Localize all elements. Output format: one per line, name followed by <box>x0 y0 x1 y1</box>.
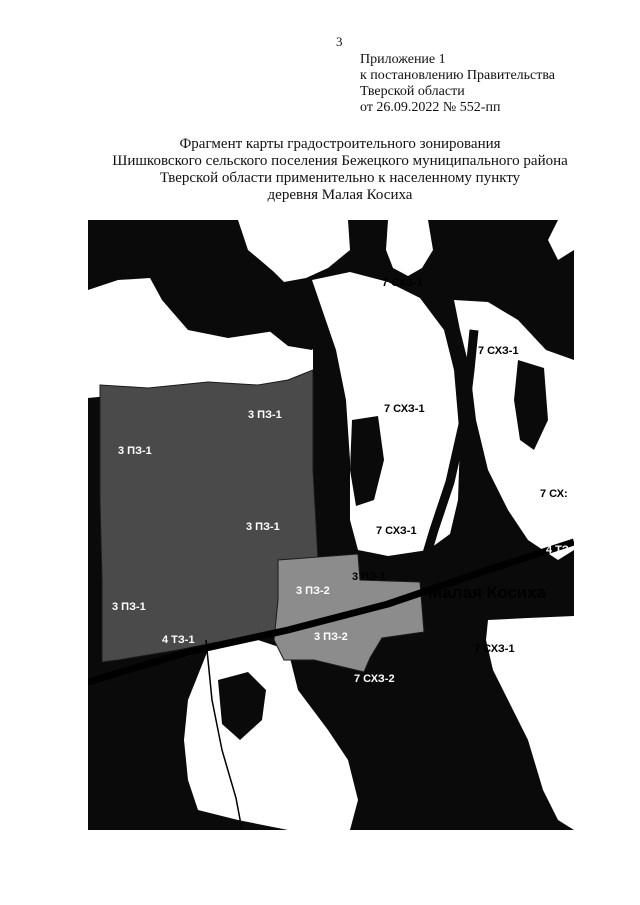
title-line-1: Фрагмент карты градостроительного зонирования <box>179 136 501 152</box>
zone-label-pz2-b: 3 ПЗ-2 <box>314 631 348 643</box>
title-line-4: деревня Малая Косиха <box>267 187 413 203</box>
title-line-2: Шишковского сельского поселения Бежецкого муниципального района <box>112 153 568 169</box>
zone-label-sx3-a: 7 СХЗ-1 <box>382 277 423 289</box>
zone-label-sx3-g: 7 СХЗ-1 <box>474 643 515 655</box>
zone-label-tz1-a: 4 ТЗ-1 <box>162 634 195 646</box>
annex-line-2: к постановлению Правительства <box>360 68 556 83</box>
zone-label-sx3-c: 7 СХЗ-1 <box>478 345 519 357</box>
title-line-3: Тверской области применительно к населенному пункту <box>159 170 521 186</box>
zone-label-sx3-2: 7 СХЗ-2 <box>354 673 395 685</box>
map-title <box>60 136 620 204</box>
page-number: 3 <box>336 34 343 49</box>
zone-label-pz1-e: 3 ПЗ-1 <box>352 571 386 583</box>
annex-line-4: от 26.09.2022 № 552-пп <box>360 100 501 115</box>
zone-label-pz1-a: 3 ПЗ-1 <box>248 409 282 421</box>
annex-line-1: Приложение 1 <box>360 52 446 67</box>
settlement-label: Малая Косиха <box>428 583 547 602</box>
zone-label-pz1-d: 3 ПЗ-1 <box>112 601 146 613</box>
annex-block <box>360 52 555 116</box>
zoning-map <box>88 220 574 830</box>
annex-line-3: Тверской области <box>360 84 465 99</box>
zone-label-sx3-f: 7 СХ: <box>540 488 568 500</box>
zone-label-tz1-b: 4 ТЗ <box>546 544 569 556</box>
zone-label-pz2-a: 3 ПЗ-2 <box>296 585 330 597</box>
zone-label-sx3-b: 7 СХЗ-1 <box>110 347 151 359</box>
zone-label-sx3-d: 7 СХЗ-1 <box>384 403 425 415</box>
zone-label-pz1-c: 3 ПЗ-1 <box>246 521 280 533</box>
zone-label-pz1-b: 3 ПЗ-1 <box>118 445 152 457</box>
zone-label-sx3-e: 7 СХЗ-1 <box>376 525 417 537</box>
